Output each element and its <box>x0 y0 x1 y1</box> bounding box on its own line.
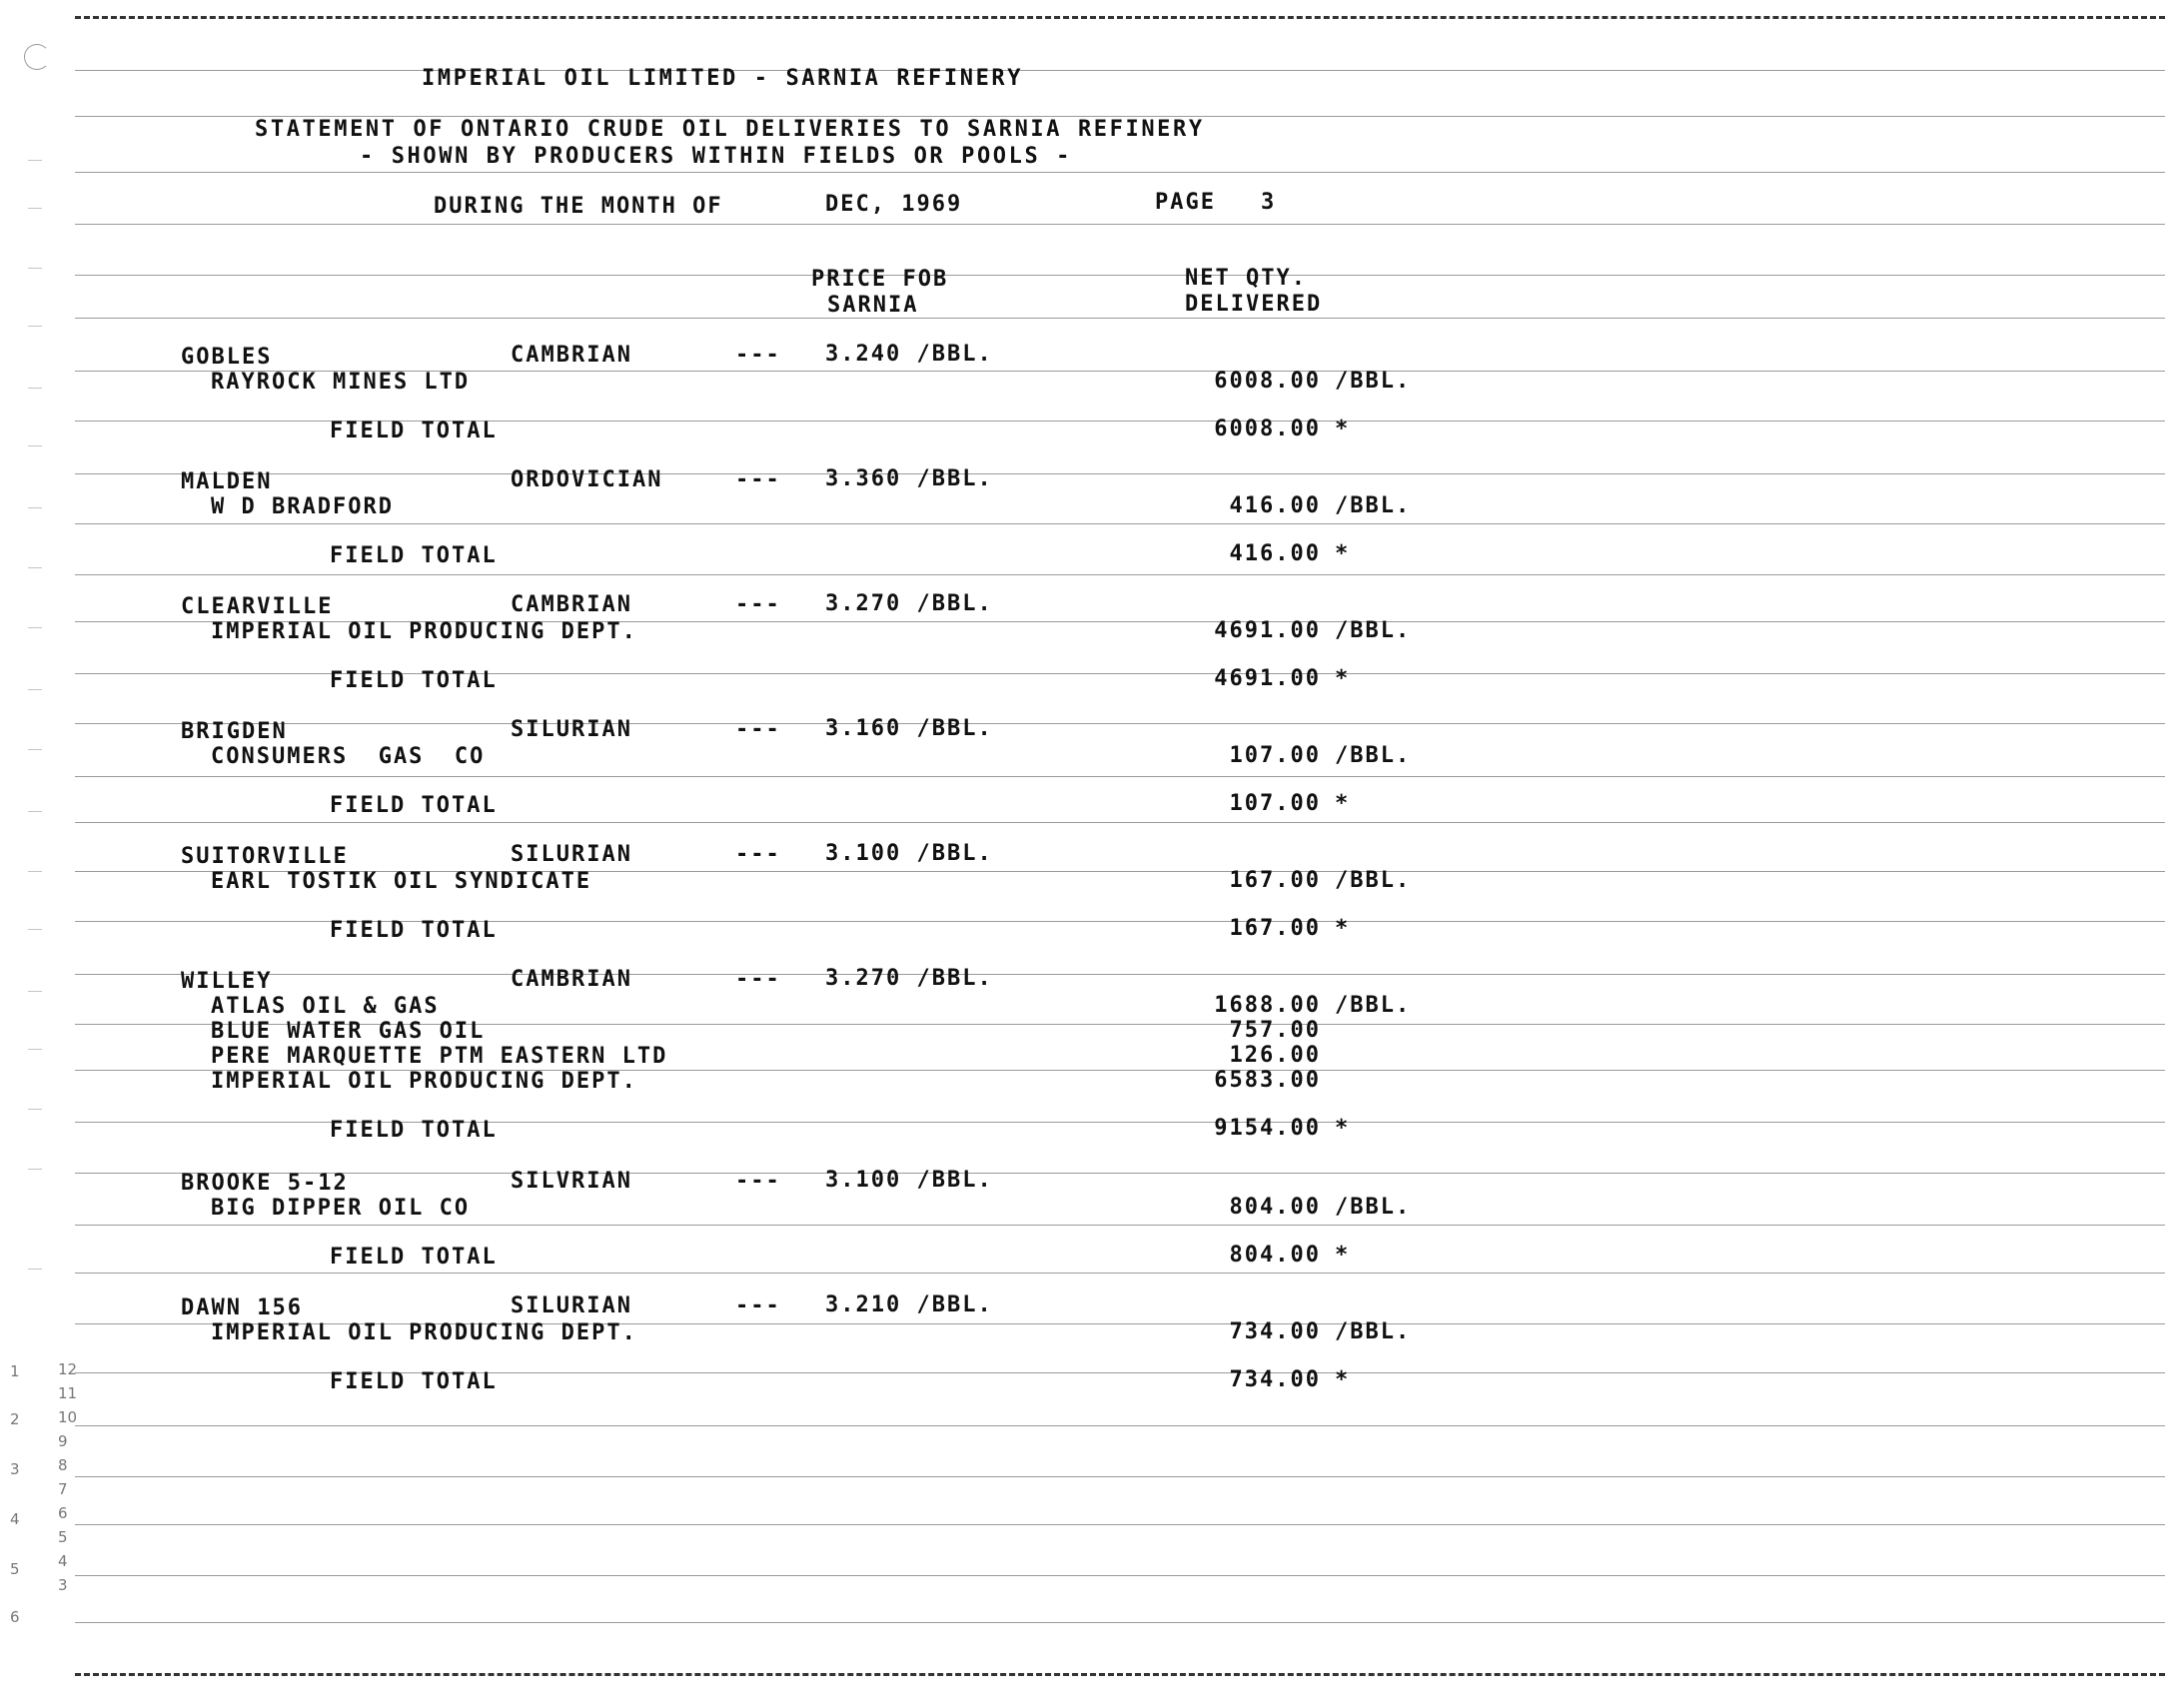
producer-name: EARL TOSTIK OIL SYNDICATE <box>211 869 592 894</box>
margin-tick <box>28 208 42 209</box>
field-total-qty: 167.00 <box>1229 916 1321 941</box>
field-name: CLEARVILLE <box>181 594 334 619</box>
qty-heading-line2: DELIVERED <box>1185 292 1323 317</box>
producer-qty: 6008.00 <box>1214 369 1321 394</box>
field-price: 3.160 /BBL. <box>825 716 993 741</box>
field-total-qty: 4691.00 <box>1214 666 1321 691</box>
ruled-line <box>75 1425 2165 1426</box>
margin-inner-number: 4 <box>58 1552 68 1570</box>
margin-inner-number: 11 <box>58 1384 78 1402</box>
margin-tick <box>28 567 42 568</box>
producer-qty: 107.00 <box>1229 743 1321 768</box>
bottom-perforation <box>75 1673 2165 1676</box>
field-total-qty: 6008.00 <box>1214 417 1321 441</box>
field-dashes: --- <box>735 717 781 742</box>
month-label: DURING THE MONTH OF <box>434 194 723 219</box>
page-number: 3 <box>1261 190 1277 215</box>
producer-unit: /BBL. <box>1335 493 1412 518</box>
field-formation: SILURIAN <box>511 842 632 867</box>
ruled-line <box>75 1524 2165 1525</box>
margin-inner-number: 3 <box>58 1576 68 1594</box>
margin-tick <box>28 929 42 930</box>
margin-inner-number: 9 <box>58 1432 68 1450</box>
producer-qty: 167.00 <box>1229 868 1321 893</box>
field-price: 3.100 /BBL. <box>825 1168 993 1193</box>
field-formation: ORDOVICIAN <box>511 467 663 492</box>
punch-hole-icon <box>24 44 50 70</box>
field-price: 3.270 /BBL. <box>825 966 993 991</box>
field-total-mark: * <box>1335 417 1351 441</box>
ruled-line <box>75 1575 2165 1576</box>
producer-unit: /BBL. <box>1335 1195 1412 1220</box>
margin-outer-number: 3 <box>10 1460 20 1478</box>
field-price: 3.240 /BBL. <box>825 342 993 367</box>
producer-qty: 4691.00 <box>1214 618 1321 643</box>
ruled-line <box>75 1476 2165 1477</box>
field-total-mark: * <box>1335 541 1351 566</box>
producer-unit: /BBL. <box>1335 743 1412 768</box>
field-total-mark: * <box>1335 1367 1351 1392</box>
field-name: SUITORVILLE <box>181 844 349 869</box>
field-dashes: --- <box>735 343 781 368</box>
ruled-line <box>75 473 2165 474</box>
producer-name: BIG DIPPER OIL CO <box>211 1196 471 1221</box>
ruled-line <box>75 1622 2165 1623</box>
field-price: 3.210 /BBL. <box>825 1292 993 1317</box>
ruled-line <box>75 318 2165 319</box>
field-total-qty: 9154.00 <box>1214 1116 1321 1141</box>
field-dashes: --- <box>735 967 781 992</box>
field-dashes: --- <box>735 467 781 492</box>
producer-qty: 1688.00 <box>1214 993 1321 1018</box>
field-total-label: FIELD TOTAL <box>330 543 498 568</box>
field-total-mark: * <box>1335 1243 1351 1268</box>
ruled-line <box>75 974 2165 975</box>
field-formation: SILURIAN <box>511 1293 632 1318</box>
producer-qty: 804.00 <box>1229 1195 1321 1220</box>
ruled-line <box>75 172 2165 173</box>
field-price: 3.360 /BBL. <box>825 466 993 491</box>
company-title: IMPERIAL OIL LIMITED - SARNIA REFINERY <box>422 66 1024 91</box>
margin-outer-number: 6 <box>10 1608 20 1626</box>
field-total-mark: * <box>1335 916 1351 941</box>
field-total-qty: 804.00 <box>1229 1243 1321 1268</box>
producer-qty: 126.00 <box>1229 1043 1321 1068</box>
ruled-line <box>75 1273 2165 1274</box>
margin-tick <box>28 326 42 327</box>
field-dashes: --- <box>735 842 781 867</box>
ruled-line <box>75 574 2165 575</box>
ruled-line <box>75 523 2165 524</box>
producer-name: IMPERIAL OIL PRODUCING DEPT. <box>211 1320 637 1345</box>
field-name: MALDEN <box>181 469 273 494</box>
month-value: DEC, 1969 <box>825 192 963 217</box>
ruled-line <box>75 275 2165 276</box>
margin-outer-number: 2 <box>10 1410 20 1428</box>
field-total-label: FIELD TOTAL <box>330 1245 498 1270</box>
producer-name: RAYROCK MINES LTD <box>211 370 471 395</box>
ruled-line <box>75 1225 2165 1226</box>
margin-tick <box>28 445 42 446</box>
margin-tick <box>28 1169 42 1170</box>
field-name: BRIGDEN <box>181 719 288 744</box>
field-total-label: FIELD TOTAL <box>330 1118 498 1143</box>
field-name: GOBLES <box>181 345 273 370</box>
margin-inner-number: 5 <box>58 1528 68 1546</box>
statement-title-line1: STATEMENT OF ONTARIO CRUDE OIL DELIVERIES TO SARNIA REFINERY <box>255 117 1205 142</box>
margin-outer-number: 4 <box>10 1510 20 1528</box>
margin-inner-number: 8 <box>58 1456 68 1474</box>
field-total-qty: 734.00 <box>1229 1367 1321 1392</box>
ruled-line <box>75 1173 2165 1174</box>
producer-qty: 734.00 <box>1229 1319 1321 1344</box>
field-price: 3.100 /BBL. <box>825 841 993 866</box>
margin-outer-number: 1 <box>10 1362 20 1380</box>
field-total-qty: 416.00 <box>1229 541 1321 566</box>
price-heading-line1: PRICE FOB <box>811 267 949 292</box>
producer-name: IMPERIAL OIL PRODUCING DEPT. <box>211 619 637 644</box>
ruled-line <box>75 822 2165 823</box>
ruled-line <box>75 723 2165 724</box>
margin-tick <box>28 268 42 269</box>
margin-tick <box>28 689 42 690</box>
producer-unit: /BBL. <box>1335 868 1412 893</box>
field-total-label: FIELD TOTAL <box>330 419 498 443</box>
producer-unit: /BBL. <box>1335 1319 1412 1344</box>
field-dashes: --- <box>735 592 781 617</box>
producer-unit: /BBL. <box>1335 618 1412 643</box>
margin-tick <box>28 871 42 872</box>
top-perforation <box>75 16 2165 19</box>
producer-name: W D BRADFORD <box>211 494 394 519</box>
margin-outer-number: 5 <box>10 1560 20 1578</box>
field-price: 3.270 /BBL. <box>825 591 993 616</box>
producer-name: CONSUMERS GAS CO <box>211 744 486 769</box>
margin-inner-number: 12 <box>58 1360 78 1378</box>
field-name: WILLEY <box>181 969 273 994</box>
producer-name: ATLAS OIL & GAS <box>211 994 440 1019</box>
ruled-line <box>75 224 2165 225</box>
ruled-line <box>75 70 2165 71</box>
producer-unit: /BBL. <box>1335 369 1412 394</box>
margin-tick <box>28 811 42 812</box>
field-total-label: FIELD TOTAL <box>330 793 498 818</box>
field-dashes: --- <box>735 1169 781 1194</box>
producer-name: BLUE WATER GAS OIL <box>211 1019 486 1044</box>
field-total-label: FIELD TOTAL <box>330 918 498 943</box>
margin-tick <box>28 1109 42 1110</box>
margin-inner-number: 10 <box>58 1408 78 1426</box>
field-total-mark: * <box>1335 1116 1351 1141</box>
margin-tick <box>28 627 42 628</box>
margin-tick <box>28 749 42 750</box>
margin-tick <box>28 388 42 389</box>
field-formation: CAMBRIAN <box>511 592 632 617</box>
field-name: BROOKE 5-12 <box>181 1171 349 1196</box>
producer-qty: 6583.00 <box>1214 1068 1321 1093</box>
qty-heading-line1: NET QTY. <box>1185 266 1307 291</box>
field-total-mark: * <box>1335 791 1351 816</box>
margin-tick <box>28 991 42 992</box>
statement-title-line2: - SHOWN BY PRODUCERS WITHIN FIELDS OR POOLS - <box>360 144 1073 169</box>
field-total-mark: * <box>1335 666 1351 691</box>
margin-tick <box>28 1049 42 1050</box>
margin-tick <box>28 507 42 508</box>
field-formation: SILURIAN <box>511 717 632 742</box>
field-total-label: FIELD TOTAL <box>330 1369 498 1394</box>
producer-name: PERE MARQUETTE PTM EASTERN LTD <box>211 1044 668 1069</box>
page-label: PAGE <box>1155 190 1216 215</box>
field-total-qty: 107.00 <box>1229 791 1321 816</box>
field-formation: CAMBRIAN <box>511 967 632 992</box>
margin-tick <box>28 1269 42 1270</box>
margin-tick <box>28 160 42 161</box>
field-formation: SILVRIAN <box>511 1169 632 1194</box>
producer-qty: 416.00 <box>1229 493 1321 518</box>
field-formation: CAMBRIAN <box>511 343 632 368</box>
margin-inner-number: 7 <box>58 1480 68 1498</box>
field-total-label: FIELD TOTAL <box>330 668 498 693</box>
margin-inner-number: 6 <box>58 1504 68 1522</box>
producer-qty: 757.00 <box>1229 1018 1321 1043</box>
producer-name: IMPERIAL OIL PRODUCING DEPT. <box>211 1069 637 1094</box>
field-name: DAWN 156 <box>181 1295 303 1320</box>
price-heading-line2: SARNIA <box>827 293 919 318</box>
field-dashes: --- <box>735 1293 781 1318</box>
producer-unit: /BBL. <box>1335 993 1412 1018</box>
ruled-line <box>75 776 2165 777</box>
